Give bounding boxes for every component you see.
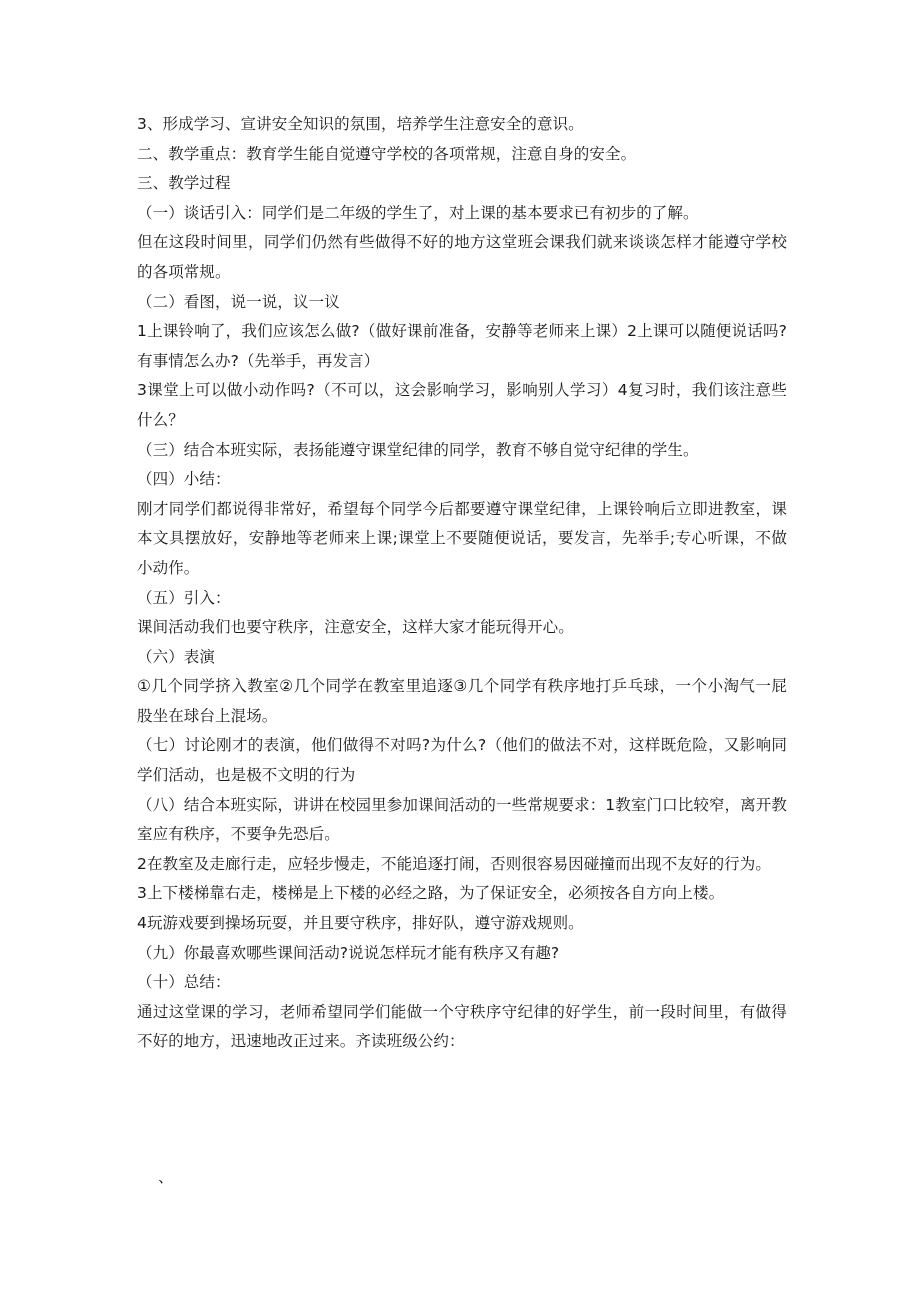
paragraph-step-8: （八）结合本班实际，讲讲在校园里参加课间活动的一些常规要求：1教室门口比较窄，离开教室应有秩序，不要争先恐后。	[137, 795, 787, 844]
paragraph-step-1: （一）谈话引入：同学们是二年级的学生了，对上课的基本要求已有初步的了解。	[137, 203, 699, 222]
paragraph-questions-1-2: 1上课铃响了，我们应该怎么做?（做好课前准备，安静等老师来上课）2上课可以随便说话吗?有事情怎么办?（先举手，再发言）	[137, 322, 787, 370]
paragraph-rule-4: 4玩游戏要到操场玩耍，并且要守秩序，排好队，遵守游戏规则。	[137, 914, 584, 933]
paragraph-summary-1: 刚才同学们都说得非常好，希望每个同学今后都要遵守课堂纪律，上课铃响后立即进教室，课本文具摆放好，安静地等老师来上课;课堂上不要随便说话，要发言，先举手;专心听课，不做小动作。	[137, 499, 787, 577]
paragraph-step-3: （三）结合本班实际，表扬能遵守课堂纪律的同学，教育不够自觉守纪律的学生。	[137, 440, 699, 459]
paragraph-step-7: （七）讨论刚才的表演，他们做得不对吗?为什么?（他们的做法不对，这样既危险，又影响同学们活动，也是极不文明的行为	[137, 736, 788, 785]
paragraph-step-5: （五）引入：	[137, 588, 231, 607]
paragraph-step-4: （四）小结：	[137, 470, 231, 489]
paragraph-questions-3-4: 3课堂上可以做小动作吗?（不可以，这会影响学习，影响别人学习）4复习时，我们该注意些什么？	[137, 381, 787, 429]
paragraph-process-heading: 三、教学过程	[137, 174, 231, 193]
paragraph-step-2: （二）看图，说一说，议一议	[137, 292, 340, 311]
paragraph-step-1-detail: 但在这段时间里，同学们仍然有些做得不好的地方这堂班会课我们就来谈谈怎样才能遵守学校的各项常规。	[137, 233, 787, 281]
paragraph-rule-2: 2在教室及走廊行走，应轻步慢走，不能追逐打闹，否则很容易因碰撞而出现不友好的行为。	[137, 854, 771, 873]
paragraph-step-9: （九）你最喜欢哪些课间活动?说说怎样玩才能有秩序又有趣?	[137, 943, 560, 962]
paragraph-conclusion: 通过这堂课的学习，老师希望同学们能做一个守秩序守纪律的好学生，前一段时间里，有做得不好的地方，迅速地改正过来。齐读班级公约：	[137, 1002, 787, 1051]
paragraph-teaching-focus: 二、教学重点：教育学生能自觉遵守学校的各项常规，注意自身的安全。	[137, 144, 637, 163]
document-body	[137, 110, 787, 1057]
paragraph-rule-3: 3上下楼梯靠右走，楼梯是上下楼的必经之路，为了保证安全，必须按各自方向上楼。	[137, 884, 725, 903]
paragraph-objective-3: 3、形成学习、宣讲安全知识的氛围，培养学生注意安全的意识。	[137, 115, 584, 133]
paragraph-step-10: （十）总结：	[137, 973, 231, 992]
paragraph-performance: ①几个同学挤入教室②几个同学在教室里追逐③几个同学有秩序地打乒乓球，一个小淘气一屁股坐在球台上混场。	[137, 677, 787, 725]
trailing-mark: 、	[158, 1168, 174, 1186]
paragraph-step-6: （六）表演	[137, 647, 216, 666]
paragraph-recess-intro: 课间活动我们也要守秩序，注意安全，这样大家才能玩得开心。	[137, 618, 574, 637]
